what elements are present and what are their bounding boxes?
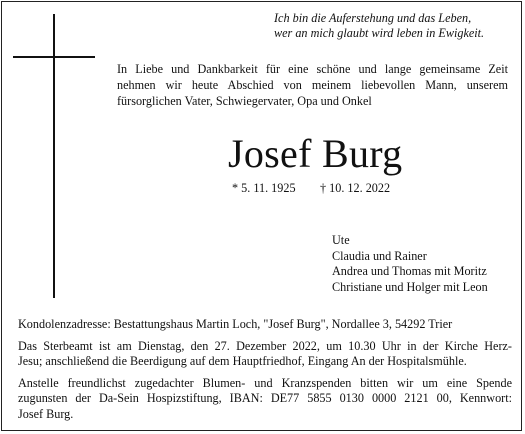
condolence-line: Kondolenzadresse: Bestattungshaus Martin Loch, "Josef Burg", Nordallee 3, 54292 Trier bbox=[18, 317, 453, 331]
intro-line: fürsorglichen Vater, Schwiegervater, Opa und Onkel bbox=[117, 94, 372, 108]
cross-icon-bar bbox=[13, 56, 95, 58]
donation-info bbox=[18, 376, 512, 423]
death-date: † 10. 12. 2022 bbox=[320, 181, 391, 195]
bible-verse bbox=[274, 11, 519, 41]
donation-line: Anstelle freundlichst zugedachter Blumen- und Kranzspenden bitten wir um eine Spende bbox=[18, 375, 512, 390]
funeral-line: Das Sterbeamt ist am Dienstag, den 27. Dezember 2022, um 10.30 Uhr in der Kirche Herz- bbox=[18, 338, 512, 353]
birth-date: * 5. 11. 1925 bbox=[232, 181, 296, 195]
condolence-address bbox=[18, 317, 512, 333]
verse-line: Ich bin die Auferstehung und das Leben, bbox=[274, 11, 472, 25]
mourner: Ute bbox=[332, 233, 350, 247]
deceased-name: Josef Burg bbox=[228, 131, 403, 176]
verse-line: wer an mich glaubt wird leben in Ewigkeit. bbox=[274, 26, 485, 40]
donation-line: Josef Burg. bbox=[18, 406, 74, 421]
intro-line: nehmen wir heute Abschied von meinem liebevollen Mann, unserem bbox=[117, 78, 508, 92]
funeral-line: Jesu; anschließend die Beerdigung auf dem Hauptfriedhof, Eingang An der Hospitalsmühle. bbox=[18, 354, 467, 368]
notices bbox=[18, 317, 512, 428]
mourner: Christiane und Holger mit Leon bbox=[332, 279, 488, 294]
intro-text bbox=[117, 61, 508, 109]
mourners-list bbox=[332, 233, 488, 295]
mourner: Andrea und Thomas mit Moritz bbox=[332, 264, 487, 278]
mourner: Claudia und Rainer bbox=[332, 248, 427, 263]
funeral-info bbox=[18, 339, 512, 370]
donation-line: zugunsten der Da-Sein Hospizstiftung, IBAN: DE77 5855 0130 0000 2121 00, Kennwort: bbox=[18, 391, 512, 405]
intro-line: In Liebe und Dankbarkeit für eine schöne und lange gemeinsame Zeit bbox=[117, 62, 508, 76]
